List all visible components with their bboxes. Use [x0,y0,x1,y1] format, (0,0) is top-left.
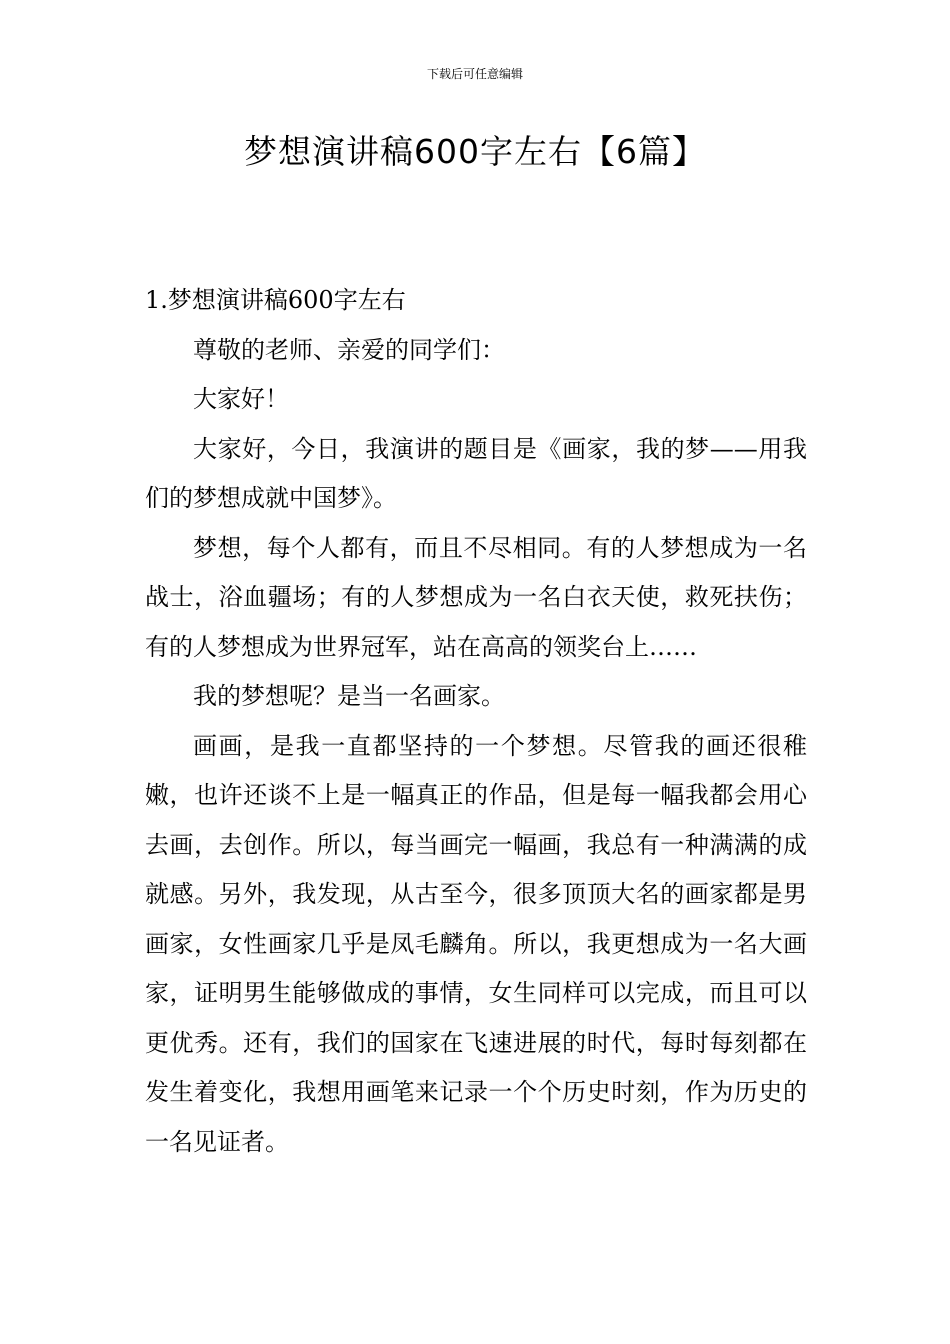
section-heading: 1.梦想演讲稿600字左右 [145,286,406,314]
document-body [145,276,807,1167]
paragraph-my-dream: 我的梦想呢？是当一名画家。 [193,682,505,710]
paragraph-greeting: 大家好！ [193,385,289,413]
paragraph-painting: 画画，是我一直都坚持的一个梦想。尽管我的画还很稚嫩，也许还谈不上是一幅真正的作品，但是每一幅我都会用心去画，去创作。所以，每当画完一幅画，我总有一种满满的成就感。另外，我发现，从古至今，很多顶顶大名的画家都是男画家，女性画家几乎是凤毛麟角。所以，我更想成为一名大画家，证明男生能够做成的事情，女生同样可以完成，而且可以更优秀。还有，我们的国家在飞速进展的时代，每时每刻都在发生着变化，我想用画笔来记录一个个历史时刻，作为历史的一名见证者。 [145,731,807,1156]
document-title: 梦想演讲稿600字左右【6篇】 [244,132,706,171]
paragraph-salutation: 尊敬的老师、亲爱的同学们： [193,335,505,364]
paragraph-topic: 大家好，今日，我演讲的题目是《画家，我的梦——用我们的梦想成就中国梦》。 [145,434,807,512]
paragraph-dreams: 梦想，每个人都有，而且不尽相同。有的人梦想成为一名战士，浴血疆场；有的人梦想成为一名白衣天使，救死扶伤；有的人梦想成为世界冠军，站在高高的领奖台上…… [145,533,807,661]
header-note: 下载后可任意编辑 [426,67,523,81]
